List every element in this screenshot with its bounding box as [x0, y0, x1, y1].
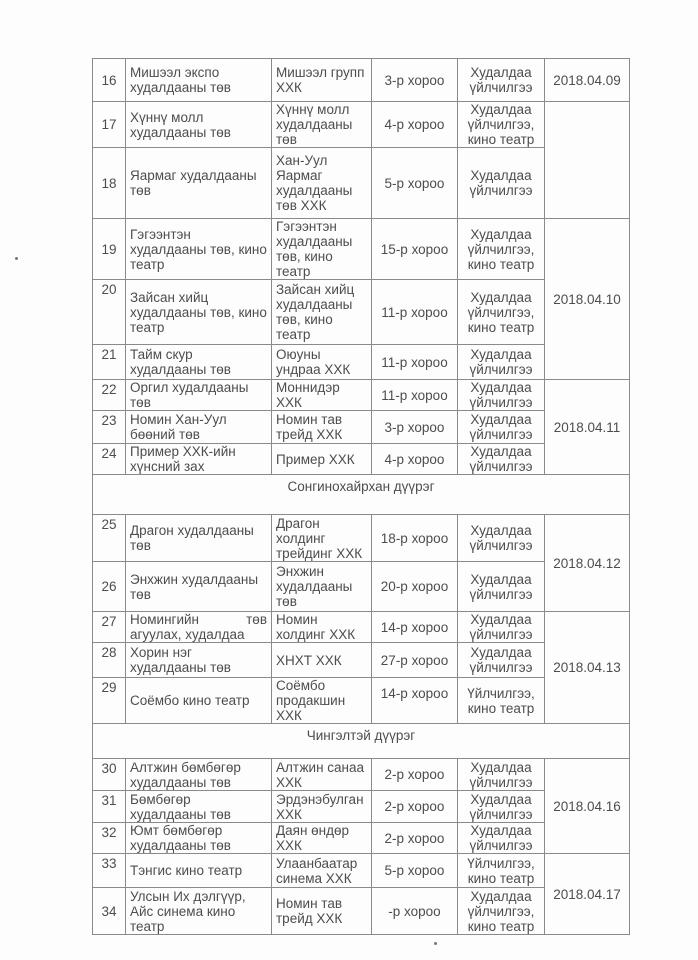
khoroo: -р хороо [372, 888, 458, 935]
row-number: 24 [93, 444, 126, 475]
row-number: 31 [93, 791, 126, 823]
row-number: 28 [93, 643, 126, 678]
facility-name-part: Номингийн [130, 612, 199, 627]
scan-speck [15, 257, 18, 260]
facility-name: Тайм скур худалдааны төв [126, 345, 272, 380]
facility-name: Драгон худалдааны төв [126, 515, 272, 562]
row-number: 16 [93, 59, 126, 102]
khoroo: 4-р хороо [372, 102, 458, 148]
khoroo: 5-р хороо [372, 148, 458, 219]
inspection-date: 2018.04.16 [545, 759, 630, 854]
district-heading: Сонгинохайрхан дүүрэг [93, 475, 630, 515]
khoroo: 2-р хороо [372, 791, 458, 823]
facility-name: Пример ХХК-ийн хүнсний зах [126, 444, 272, 475]
organization: Улаанбаатар синема ХХК [272, 854, 372, 888]
khoroo: 20-р хороо [372, 562, 458, 612]
activity-type: Худалдаа үйлчилгээ [458, 515, 545, 562]
row-number: 20 [93, 280, 126, 345]
facility-name: Бөмбөгөр худалдааны төв [126, 791, 272, 823]
row-number: 34 [93, 888, 126, 935]
row-number: 21 [93, 345, 126, 380]
organization: Мишээл групп ХХК [272, 59, 372, 102]
khoroo: 3-р хороо [372, 59, 458, 102]
organization: Хүннү молл худалдааны төв [272, 102, 372, 148]
facility-name: Алтжин бөмбөгөр худалдааны төв [126, 759, 272, 791]
table-row [93, 59, 630, 102]
row-number: 26 [93, 562, 126, 612]
activity-type: Худалдаа үйлчилгээ [458, 759, 545, 791]
khoroo: 11-р хороо [372, 280, 458, 345]
inspection-date: 2018.04.11 [545, 380, 630, 475]
facility-name: Хүннү молл худалдааны төв [126, 102, 272, 148]
khoroo: 14-р хороо [372, 612, 458, 643]
row-number: 30 [93, 759, 126, 791]
activity-type: Худалдаа үйлчилгээ, кино театр [458, 888, 545, 935]
activity-type: Худалдаа үйлчилгээ [458, 791, 545, 823]
district-table [92, 58, 630, 935]
organization: Пример ХХК [272, 444, 372, 475]
inspection-date: 2018.04.09 [545, 59, 630, 102]
table-row [93, 854, 630, 888]
row-number: 23 [93, 411, 126, 444]
facility-name: Номин Хан-Уул бөөний төв [126, 411, 272, 444]
organization: Алтжин санаа ХХК [272, 759, 372, 791]
organization: ХНХТ ХХК [272, 643, 372, 678]
facility-name: Оргил худалдааны төв [126, 380, 272, 411]
facility-name: Энхжин худалдааны төв [126, 562, 272, 612]
row-number: 19 [93, 219, 126, 280]
khoroo: 18-р хороо [372, 515, 458, 562]
organization: Моннидэр ХХК [272, 380, 372, 411]
activity-type: Үйлчилгээ, кино театр [458, 854, 545, 888]
table-row [93, 515, 630, 562]
row-number: 25 [93, 515, 126, 562]
organization: Хан-Уул Яармаг худалдааны төв ХХК [272, 148, 372, 219]
district-section-row [93, 724, 630, 759]
facility-name [126, 612, 272, 643]
facility-name: Юмт бөмбөгөр худалдааны төв [126, 823, 272, 854]
khoroo: 3-р хороо [372, 411, 458, 444]
organization: Оюуны ундраа ХХК [272, 345, 372, 380]
organization: Энхжин худалдааны төв [272, 562, 372, 612]
facility-name: Мишээл экспо худалдааны төв [126, 59, 272, 102]
inspection-date: 2018.04.10 [545, 219, 630, 380]
khoroo: 11-р хороо [372, 345, 458, 380]
organization: Номин тав трейд ХХК [272, 888, 372, 935]
khoroo: 15-р хороо [372, 219, 458, 280]
organization: Соёмбо продакшин ХХК [272, 678, 372, 724]
inspection-date: 2018.04.17 [545, 854, 630, 935]
khoroo: 2-р хороо [372, 759, 458, 791]
activity-type: Худалдаа үйлчилгээ [458, 643, 545, 678]
row-number: 27 [93, 612, 126, 643]
organization: Драгон холдинг трейдинг ХХК [272, 515, 372, 562]
khoroo: 4-р хороо [372, 444, 458, 475]
khoroo: 2-р хороо [372, 823, 458, 854]
inspection-date-empty [545, 102, 630, 219]
table-row [93, 380, 630, 411]
facility-name: Соёмбо кино театр [126, 678, 272, 724]
activity-type: Худалдаа үйлчилгээ [458, 148, 545, 219]
organization: Гэгээнтэн худалдааны төв, кино театр [272, 219, 372, 280]
activity-type: Худалдаа үйлчилгээ [458, 562, 545, 612]
table-row [93, 612, 630, 643]
inspection-date: 2018.04.13 [545, 612, 630, 724]
facility-name: Яармаг худалдааны төв [126, 148, 272, 219]
facility-name-part: төв [246, 612, 267, 627]
facility-name: Тэнгис кино театр [126, 854, 272, 888]
khoroo: 14-р хороо [372, 678, 458, 724]
activity-type: Худалдаа үйлчилгээ [458, 345, 545, 380]
organization: Зайсан хийц худалдааны төв, кино театр [272, 280, 372, 345]
activity-type: Худалдаа үйлчилгээ, кино театр [458, 219, 545, 280]
table-row [93, 759, 630, 791]
activity-type: Худалдаа үйлчилгээ [458, 411, 545, 444]
row-number: 17 [93, 102, 126, 148]
facility-name: Хорин нэг худалдааны төв [126, 643, 272, 678]
row-number: 18 [93, 148, 126, 219]
khoroo: 5-р хороо [372, 854, 458, 888]
district-section-row [93, 475, 630, 515]
inspection-date: 2018.04.12 [545, 515, 630, 612]
organization: Номин холдинг ХХК [272, 612, 372, 643]
activity-type: Худалдаа үйлчилгээ [458, 444, 545, 475]
activity-type: Худалдаа үйлчилгээ [458, 823, 545, 854]
activity-type: Худалдаа үйлчилгээ, кино театр [458, 280, 545, 345]
khoroo: 11-р хороо [372, 380, 458, 411]
facility-name: Зайсан хийц худалдааны төв, кино театр [126, 280, 272, 345]
organization: Даян өндөр ХХК [272, 823, 372, 854]
activity-type: Худалдаа үйлчилгээ [458, 59, 545, 102]
row-number: 33 [93, 854, 126, 888]
organization: Эрдэнэбулган ХХК [272, 791, 372, 823]
activity-type: Үйлчилгээ, кино театр [458, 678, 545, 724]
organization: Номин тав трейд ХХК [272, 411, 372, 444]
table-row [93, 102, 630, 148]
table-row [93, 219, 630, 280]
row-number: 22 [93, 380, 126, 411]
activity-type: Худалдаа үйлчилгээ, кино театр [458, 102, 545, 148]
district-heading: Чингэлтэй дүүрэг [93, 724, 630, 759]
activity-type: Худалдаа үйлчилгээ [458, 612, 545, 643]
row-number: 32 [93, 823, 126, 854]
scan-speck [434, 942, 437, 945]
facility-name: Улсын Их дэлгүүр, Айс синема кино театр [126, 888, 272, 935]
row-number: 29 [93, 678, 126, 724]
khoroo: 27-р хороо [372, 643, 458, 678]
facility-name-line: агуулах, худалдаа [130, 627, 245, 642]
facility-name: Гэгээнтэн худалдааны төв, кино театр [126, 219, 272, 280]
activity-type: Худалдаа үйлчилгээ [458, 380, 545, 411]
